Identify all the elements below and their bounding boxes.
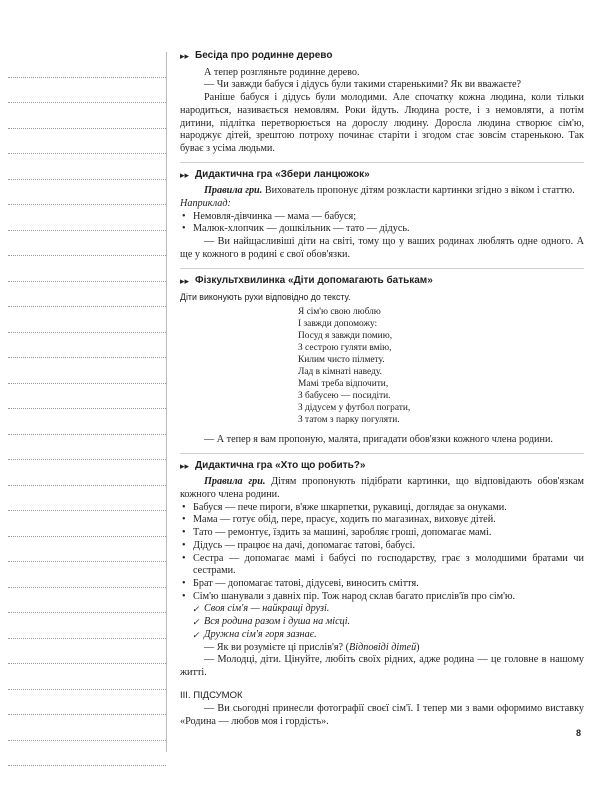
- margin-note-line: [8, 613, 166, 639]
- summary-text: — Ви сьогодні принесли фотографії своєї сім'ї. І тепер ми з вами оформимо виставку «Родина — любов моя і гордість».: [180, 703, 584, 728]
- margin-note-line: [8, 741, 166, 767]
- instruction-note: Діти виконують рухи відповідно до тексту.: [180, 292, 351, 303]
- margin-note-line: [8, 409, 166, 435]
- poem-line: З татом з парку погуляти.: [298, 414, 400, 425]
- proverb-item: ✓ Своя сім'я — найкращі друзі.: [192, 603, 584, 616]
- margin-note-line: [8, 180, 166, 206]
- poem-line: З дідусем у футбол пограти,: [298, 402, 411, 413]
- margin-note-line: [8, 664, 166, 690]
- question-paragraph: [180, 642, 584, 655]
- divider: [180, 268, 584, 269]
- margin-note-lines: [8, 52, 166, 766]
- margin-note-line: [8, 205, 166, 231]
- double-arrow-icon: ▸▸: [180, 275, 190, 286]
- section-header-who-does-what: [180, 460, 584, 473]
- margin-note-line: [8, 78, 166, 104]
- divider: [180, 453, 584, 454]
- poem-line: Лад в кімнаті наведу.: [298, 366, 382, 377]
- section-title: Бесіда про родинне дерево: [195, 50, 333, 61]
- double-arrow-icon: ▸▸: [180, 460, 190, 471]
- margin-note-line: [8, 715, 166, 741]
- summary-heading: ІІІ. ПІДСУМОК: [180, 689, 243, 701]
- section-title: Дидактична гра «Збери ланцюжок»: [195, 168, 370, 180]
- game-rules: [180, 185, 584, 198]
- margin-note-line: [8, 282, 166, 308]
- list-item: • Сім'ю шанували з давніх пір. Тож народ склав багато прислів'їв про сім'ю.: [180, 591, 584, 604]
- section-header-chain-game: [180, 169, 584, 182]
- poem-line: І завжди допоможу:: [298, 318, 378, 329]
- question-end: ): [416, 641, 420, 653]
- paragraph: — А тепер я вам пропоную, малята, пригадати обов'язки кожного члена родини.: [204, 433, 553, 445]
- margin-note-line: [8, 435, 166, 461]
- list-item: • Тато — ремонтує, їздить за машині, заробляє гроші, допомагає мамі.: [180, 527, 584, 540]
- margin-note-line: [8, 537, 166, 563]
- list-item: • Мама — готує обід, пере, прасує, ходить по магазинах, виховує дітей.: [180, 514, 584, 527]
- paragraph: А тепер розгляньте родинне дерево.: [204, 66, 360, 78]
- poem-line: Я сім'ю свою люблю: [298, 306, 381, 317]
- poem: [298, 306, 584, 426]
- page-content: [180, 50, 584, 729]
- paragraph: — Молодці, діти. Цінуйте, любіть своїх рідних, адже родина — це головне в нашому житті.: [180, 654, 584, 678]
- proverb-list: [180, 603, 584, 641]
- section-title: Фізкультхвилинка «Діти допомагають батькам»: [195, 274, 433, 286]
- margin-note-line: [8, 358, 166, 384]
- duties-list: [180, 502, 584, 604]
- list-item: • Сестра — допомагає мамі і бабусі по господарству, грає з молодшими братами чи сестрами.: [180, 553, 584, 578]
- list-item: • Немовля-дівчинка — мама — бабуся;: [180, 211, 584, 224]
- margin-note-line: [8, 511, 166, 537]
- page-number: 8: [576, 728, 582, 738]
- double-arrow-icon: ▸▸: [180, 51, 190, 61]
- paragraph: — Чи завжди бабуся і дідусь були такими старенькими? Як ви вважаєте?: [204, 79, 522, 91]
- margin-note-line: [8, 256, 166, 282]
- section-title: Дидактична гра «Хто що робить?»: [195, 459, 366, 471]
- question-italic: Відповіді дітей: [349, 641, 417, 653]
- margin-note-line: [8, 231, 166, 257]
- margin-divider: [166, 52, 167, 752]
- example-list: [180, 211, 584, 236]
- list-item: • Брат — допомагає татові, дідусеві, виносить сміття.: [180, 578, 584, 591]
- list-item: • Малюк-хлопчик — дошкільник — тато — дідусь.: [180, 223, 584, 236]
- rules-text: Вихователь пропонує дітям розкласти картинки згідно з віком і статтю.: [262, 185, 575, 197]
- margin-note-line: [8, 460, 166, 486]
- game-rules: [180, 476, 584, 501]
- poem-line: Мамі треба відпочити,: [298, 378, 389, 389]
- margin-note-line: [8, 307, 166, 333]
- double-arrow-icon: ▸▸: [180, 169, 190, 180]
- margin-note-line: [8, 562, 166, 588]
- paragraph: Раніше бабуся і дідусь були молодими. Але спочатку кожна людина, коли тільки народиться, називається немовлям. Роки йдуть. Людина росте, і з немовляти, а потім дитини, підлітка перетворюється на дорослу людину. Доросла людина створює сім'ю, народжує дітей, зрештою потроху починає старіти і згодом стає зовсім старенькою. Так буває з усіма людьми.: [180, 92, 584, 154]
- margin-note-line: [8, 154, 166, 180]
- margin-note-line: [8, 103, 166, 129]
- section-header-family-tree: [180, 50, 584, 63]
- example-label: Наприклад:: [180, 198, 231, 210]
- poem-line: З бабусею — посидіти.: [298, 390, 391, 401]
- margin-note-line: [8, 588, 166, 614]
- rules-label: Правила гри.: [204, 476, 266, 488]
- margin-note-line: [8, 486, 166, 512]
- margin-note-line: [8, 639, 166, 665]
- rules-label: Правила гри.: [204, 185, 263, 197]
- question-text: — Як ви розумієте ці прислів'я? (: [204, 641, 350, 653]
- list-item: • Бабуся — пече пироги, в'яже шкарпетки, рукавиці, доглядає за онуками.: [180, 502, 584, 515]
- proverb-item: ✓ Вся родина разом і душа на місці.: [192, 616, 584, 629]
- paragraph: — Ви найщасливіші діти на світі, тому що у ваших родинах люблять одне одного. А ще у кожного в родині є свої обов'язки.: [180, 236, 584, 260]
- list-item: • Дідусь — працює на дачі, допомагає татові, бабусі.: [180, 540, 584, 553]
- divider: [180, 162, 584, 163]
- section-header-physical-minute: [180, 275, 584, 288]
- proverb-item: ✓ Дружна сім'я горя зазнає.: [192, 629, 584, 642]
- margin-note-line: [8, 52, 166, 78]
- margin-note-line: [8, 129, 166, 155]
- poem-line: Килим чисто пілмету.: [298, 354, 385, 365]
- margin-note-line: [8, 333, 166, 359]
- margin-note-line: [8, 690, 166, 716]
- margin-note-line: [8, 384, 166, 410]
- poem-line: Посуд я завжди помию,: [298, 330, 393, 341]
- rules-text: Дітям пропонують підібрати картинки, що відповідають обов'язкам кожного члена родини.: [180, 476, 584, 501]
- poem-line: З сестрою гуляти вмію,: [298, 342, 392, 353]
